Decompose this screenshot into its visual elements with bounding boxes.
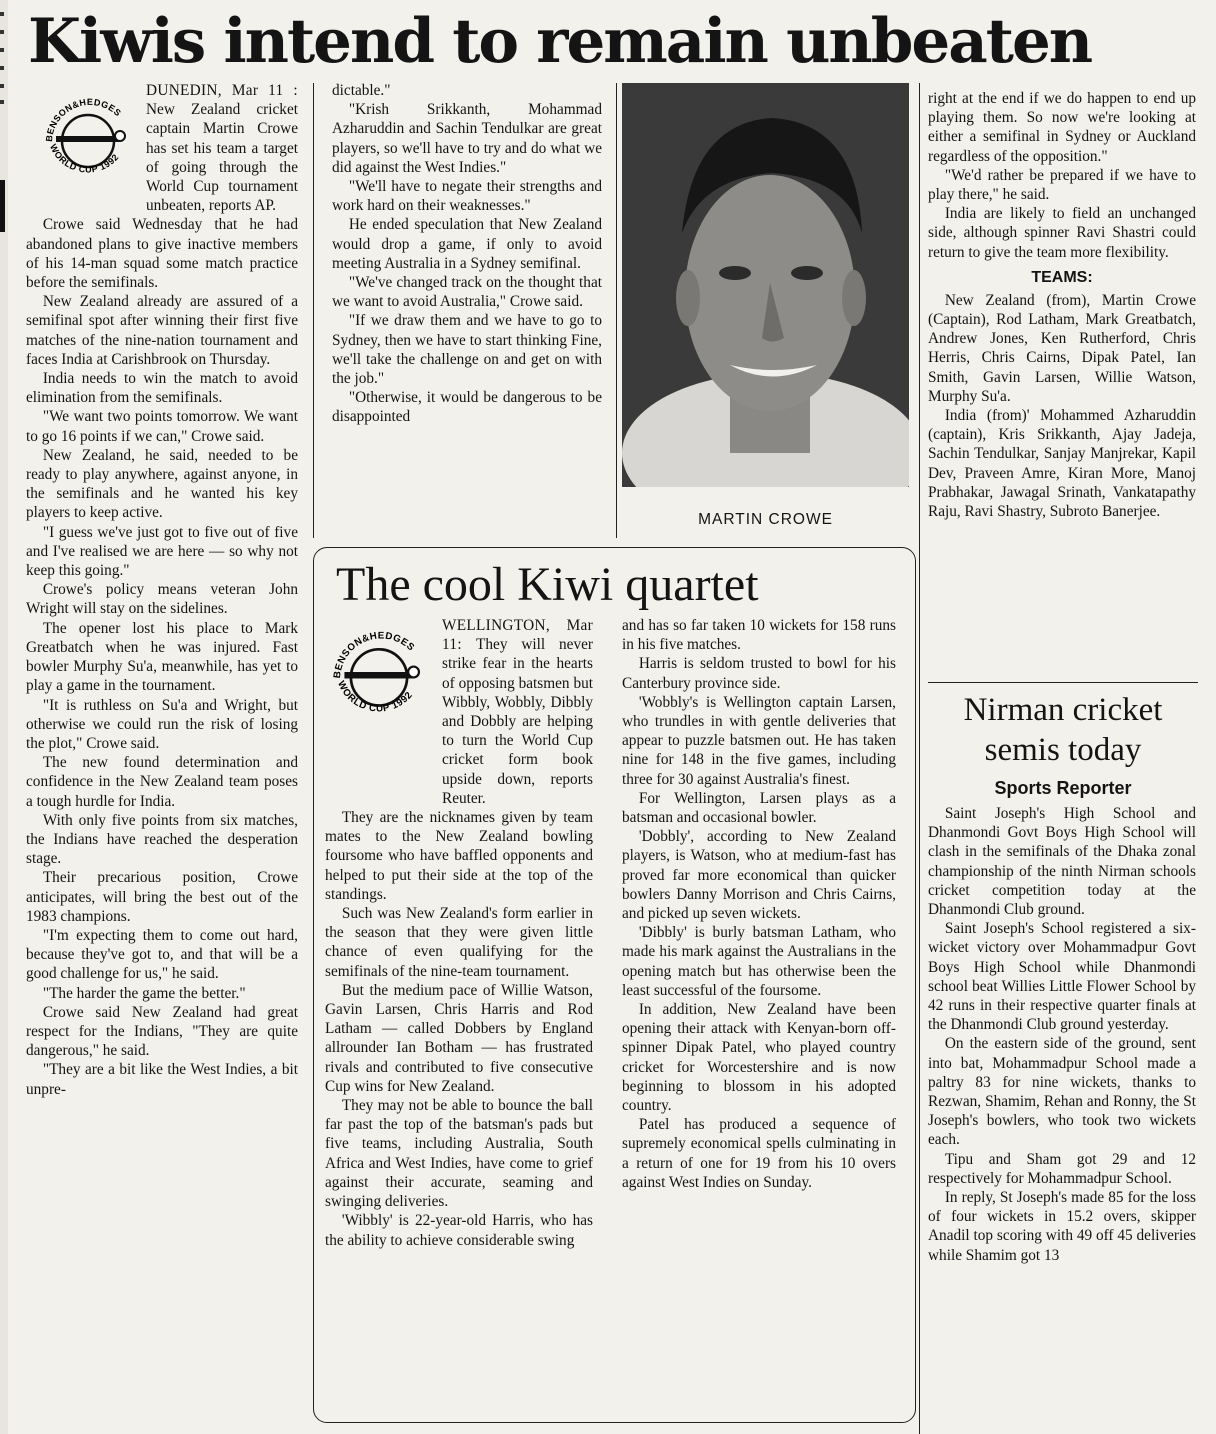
side-story-byline: Sports Reporter bbox=[994, 778, 1132, 798]
box-story-lead bbox=[325, 616, 593, 808]
headline: Kiwis intend to remain unbeaten bbox=[28, 6, 1092, 77]
paragraph: Crowe's policy means veteran John Wright will stay on the sidelines. bbox=[26, 581, 298, 618]
paragraph: Such was New Zealand's form earlier in the season that they were given little chance of even qualifying for the semifinals of the nine-team tournament. bbox=[325, 905, 593, 980]
paragraph: "We've changed track on the thought that we want to avoid Australia," Crowe said. bbox=[332, 274, 602, 311]
svg-text:WORLD CUP 1992: WORLD CUP 1992 bbox=[334, 679, 415, 715]
box-story-column-2 bbox=[622, 616, 896, 1192]
paragraph: India needs to win the match to avoid elimination from the semifinals. bbox=[26, 370, 298, 407]
teams-india: India (from)' Mohammed Azharuddin (captain), Kris Srikkanth, Ajay Jadeja, Sachin Tendulkar, Sanjay Manjrekar, Kapil Dev, Praveen Amre, Kiran More, Manoj Prabhakar, Jawagal Srinath, Vankatapathy Raju, Ravi Shastry, Subroto Banerjee. bbox=[928, 407, 1196, 521]
section-divider bbox=[928, 682, 1198, 683]
paragraph: Their precarious position, Crowe anticipates, will bring the best out of the 1983 champions. bbox=[26, 869, 298, 925]
main-dateline: DUNEDIN, Mar 11 : bbox=[146, 82, 298, 99]
column-rule bbox=[616, 83, 617, 538]
paragraph: New Zealand cricket captain Martin Crowe has set his team a target of going through the World Cup tournament unbeaten, reports AP. bbox=[146, 101, 298, 215]
paragraph: With only five points from six matches, the Indians have reached the desperation stage. bbox=[26, 811, 298, 868]
paragraph: They may not be able to bounce the ball far past the top of the batsman's pads but five teams, including Australia, South Africa and West Indies, have come to grief against their accurate, seaming and swinging deliveries. bbox=[325, 1097, 593, 1211]
martin-crowe-photo bbox=[622, 83, 909, 487]
box-dateline: WELLINGTON, Mar 11: bbox=[442, 617, 593, 654]
paragraph: The new found determination and confidence in the New Zealand team poses a tough hurdle for India. bbox=[26, 754, 298, 810]
paragraph: "Krish Srikkanth, Mohammad Azharuddin and Sachin Tendulkar are great players, so we'll have to try and do what we did against the West Indies." bbox=[332, 101, 602, 176]
paragraph: Crowe said Wednesday that he had abandoned plans to give inactive members of his 14-man squad some match practice before the semifinals. bbox=[26, 216, 298, 292]
side-story-title-line-1: Nirman cricket bbox=[963, 692, 1163, 728]
paragraph: New Zealand already are assured of a semifinal spot after winning their first five matches of the nine-nation tournament and faces India at Carishbrook on Thursday. bbox=[26, 293, 298, 368]
main-story-column-1 bbox=[26, 81, 298, 1099]
paragraph: New Zealand, he said, needed to be ready to play anywhere, against anyone, in the semifinals and he wanted his key players to keep active. bbox=[26, 446, 298, 522]
teams-heading: TEAMS: bbox=[1031, 268, 1093, 286]
paragraph: In reply, St Joseph's made 85 for the loss of four wickets in 15.2 overs, skipper Anadil top scoring with 49 off 45 deliveries while Shamim got 13 bbox=[928, 1189, 1196, 1264]
column-rule bbox=[313, 83, 314, 538]
paragraph: They will never strike fear in the hearts of opposing batsmen but Wibbly, Wobbly, Dibbly and Dobbly are helping to turn the World Cup cricket form book upside down, reports Reuter. bbox=[442, 636, 593, 807]
paragraph: "We want two points tomorrow. We want to go 16 points if we can," Crowe said. bbox=[26, 408, 298, 445]
paragraph: "It is ruthless on Su'a and Wright, but otherwise we could run the risk of losing the plot," Crowe said. bbox=[26, 696, 298, 752]
svg-text:BENSON&HEDGES: BENSON&HEDGES bbox=[43, 96, 124, 143]
paragraph: The opener lost his place to Mark Greatbatch when he was injured. Fast bowler Murphy Su'a, meanwhile, has yet to play a game in the tournament. bbox=[26, 619, 298, 695]
paragraph: 'Dibbly' is burly batsman Latham, who made his mark against the Australians in the opening match but has otherwise been the least successful of the foursome. bbox=[622, 924, 896, 999]
svg-text:BENSON&HEDGES: BENSON&HEDGES bbox=[331, 630, 417, 679]
paragraph: Tipu and Sham got 29 and 12 respectively for Mohammadpur School. bbox=[928, 1150, 1196, 1187]
paragraph: dictable." bbox=[332, 82, 391, 99]
page-edge bbox=[0, 0, 8, 1434]
paragraph: 'Wibbly' is 22-year-old Harris, who has the ability to achieve considerable swing bbox=[325, 1212, 593, 1249]
paragraph: Patel has produced a sequence of supremely economical spells culminating in a return of one for 19 from his 10 overs against West Indies on Sunday. bbox=[622, 1116, 896, 1191]
side-story-body bbox=[928, 804, 1196, 1265]
paragraph: and has so far taken 10 wickets for 158 runs in his five matches. bbox=[622, 617, 896, 654]
paragraph: "Otherwise, it would be dangerous to be disappointed bbox=[332, 389, 602, 426]
paragraph: "If we draw them and we have to go to Sydney, then we have to start thinking Fine, we'll take the challenge on and get on with the job." bbox=[332, 312, 602, 388]
paragraph: India are likely to field an unchanged side, although spinner Ravi Shastri could return to give the team more flexibility. bbox=[928, 205, 1196, 261]
main-story-lead bbox=[26, 81, 298, 215]
paragraph: For Wellington, Larsen plays as a batsman and occasional bowler. bbox=[622, 789, 896, 827]
box-story-title: The cool Kiwi quartet bbox=[336, 558, 759, 611]
paragraph: "We'll have to negate their strengths and work hard on their weaknesses." bbox=[332, 178, 602, 215]
paragraph: On the eastern side of the ground, sent into bat, Mohammadpur School made a paltry 83 for nine wickets, thanks to Rezwan, Shamim, Rehan and Ronny, the St Joseph's bowlers, who took two wickets each. bbox=[928, 1035, 1196, 1149]
paragraph: 'Dobbly', according to New Zealand players, is Watson, who at medium-fast has proved far more economical than quicker bowlers Danny Morrison and Chris Cairns, and picked up seven wickets. bbox=[622, 828, 896, 923]
paragraph: Saint Joseph's School registered a six-wicket victory over Mohammadpur Govt Boys High School while Dhanmondi school beat Willies Little Flower School by 42 runs in their respective quarter finals at the Dhanmondi Club ground yesterday. bbox=[928, 920, 1196, 1034]
paragraph: 'Wobbly's is Wellington captain Larsen, who trundles in with gentle deliveries that appear to puzzle batsmen out. He has taken nine for 148 in the five games, including three for 30 against Australia's finest. bbox=[622, 693, 896, 788]
paragraph: Harris is seldom trusted to bowl for his Canterbury province side. bbox=[622, 655, 896, 692]
paragraph: In addition, New Zealand have been opening their attack with Kenyan-born off-spinner Dipak Patel, who played country cricket for Worcestershire and is now beginning to blossom in his adopted country. bbox=[622, 1001, 896, 1115]
paragraph: Saint Joseph's High School and Dhanmondi Govt Boys High School will clash in the semifinals of the Dhaka zonal championship of the ninth Nirman schools cricket competition today at the Dhanmondi Club ground. bbox=[928, 805, 1196, 919]
side-story-title-line-2: semis today bbox=[984, 732, 1142, 768]
paragraph: They are the nicknames given by team mates to the New Zealand bowling foursome who have baffled opponents and helped to put their side at the top of the standings. bbox=[325, 809, 593, 903]
photo-caption: MARTIN CROWE bbox=[698, 511, 833, 528]
paragraph: "They are a bit like the West Indies, a bit unpre- bbox=[26, 1061, 298, 1098]
box-story-column-1 bbox=[325, 616, 593, 1250]
paragraph: "I guess we've just got to five out of five and I've realised we are here — so why not keep this going." bbox=[26, 523, 298, 580]
main-story-column-4 bbox=[928, 89, 1196, 521]
paragraph: "We'd rather be prepared if we have to play there," he said. bbox=[928, 166, 1196, 204]
teams-new-zealand: New Zealand (from), Martin Crowe (Captain), Rod Latham, Mark Greatbatch, Andrew Jones, Ken Rutherford, Chris Herris, Chris Cairns, Dipak Patel, Ian Smith, Gavin Larsen, Willie Watson, Murphy Su'a. bbox=[928, 291, 1196, 405]
paragraph: right at the end if we do happen to end up playing them. So now we're looking at either a semifinal in Sydney or Auckland regardless of the opposition." bbox=[928, 90, 1196, 165]
paragraph: "The harder the game the better." bbox=[42, 984, 246, 1002]
svg-text:WORLD CUP 1992: WORLD CUP 1992 bbox=[47, 142, 121, 175]
paragraph: "I'm expecting them to come out hard, because they've got to, and that will be a good challenge for us," he said. bbox=[26, 926, 298, 983]
paragraph: He ended speculation that New Zealand would drop a game, if only to avoid meeting Australia in a Sydney semifinal. bbox=[332, 216, 602, 272]
paragraph: Crowe said New Zealand had great respect for the Indians, "They are quite dangerous," he said. bbox=[26, 1003, 298, 1060]
main-story-column-2 bbox=[332, 81, 602, 427]
column-rule bbox=[919, 83, 920, 1434]
paragraph: But the medium pace of Willie Watson, Gavin Larsen, Chris Harris and Rod Latham — called Dobbers by England allrounder Ian Botham — has frustrated rivals and contributed to five consecutive Cup wins for New Zealand. bbox=[325, 981, 593, 1095]
